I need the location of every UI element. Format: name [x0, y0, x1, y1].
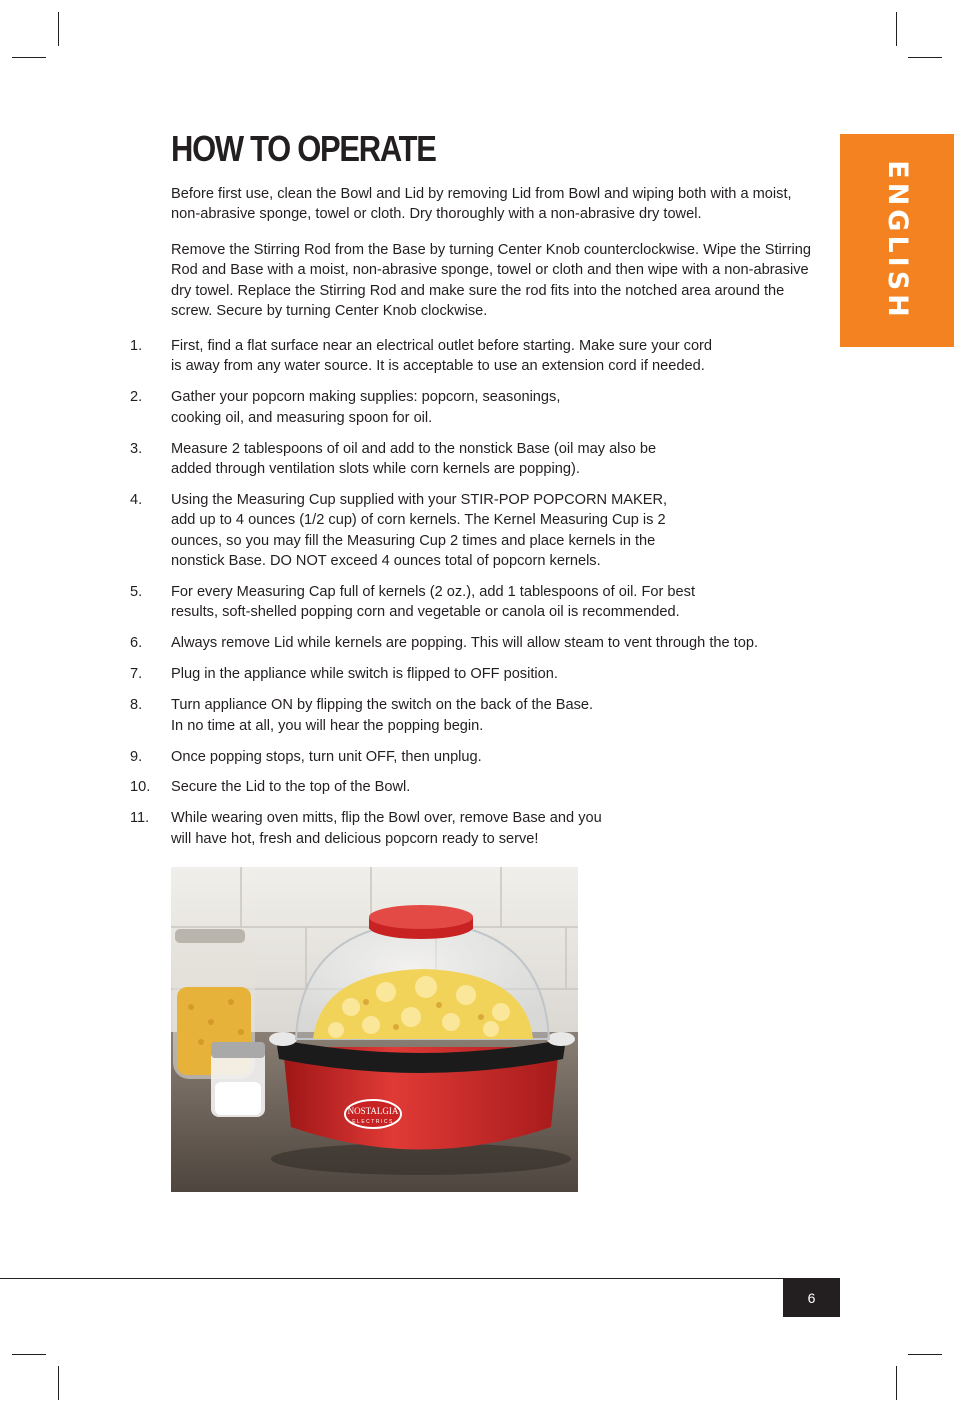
step-number: 6.	[130, 635, 143, 652]
step-item	[130, 490, 830, 572]
step-number: 3.	[130, 440, 143, 457]
step-number: 8.	[130, 697, 143, 714]
step-item	[130, 582, 830, 623]
crop-mark	[12, 1354, 46, 1355]
step-number: 10.	[130, 779, 151, 796]
step-text: Secure the Lid to the top of the Bowl.	[171, 779, 411, 796]
step-text: Plug in the appliance while switch is flipped to OFF position.	[171, 666, 558, 683]
intro-paragraph: Before first use, clean the Bowl and Lid by removing Lid from Bowl and wiping both with a moist, non-abrasive sponge, towel or cloth. Dry thoroughly with a non-abrasive dry towel.	[171, 186, 792, 223]
step-item	[130, 747, 830, 767]
step-number: 11.	[130, 810, 150, 827]
brand-logo-text: NOSTALGIA	[347, 1106, 399, 1116]
step-item	[130, 336, 830, 377]
step-item	[130, 633, 830, 653]
page-title: HOW TO OPERATE	[171, 128, 436, 169]
step-item	[130, 777, 830, 797]
step-item	[130, 387, 830, 428]
footer-rule	[0, 1278, 840, 1279]
language-tab-label: ENGLISH	[881, 160, 913, 321]
step-item	[130, 695, 830, 736]
step-number: 1.	[130, 338, 143, 354]
crop-mark	[58, 1366, 59, 1400]
crop-mark	[908, 1354, 942, 1355]
intro-section	[171, 184, 821, 336]
operating-steps	[130, 336, 830, 860]
step-item	[130, 664, 830, 684]
popcorn-maker-illustration	[171, 867, 578, 1192]
page-number: 6	[807, 1289, 816, 1306]
step-item	[130, 808, 830, 849]
step-text: Measure 2 tablespoons of oil and add to the nonstick Base (oil may also be added through ventilation slots while corn kernels are popping).	[171, 440, 657, 478]
crop-mark	[58, 12, 59, 46]
language-tab	[840, 134, 954, 347]
brand-logo-subtext: ELECTRICS	[352, 1119, 394, 1125]
product-photo	[171, 867, 578, 1192]
crop-mark	[908, 57, 942, 58]
crop-mark	[896, 12, 897, 46]
step-number: 7.	[130, 666, 143, 683]
step-text: Gather your popcorn making supplies: popcorn, seasonings, cooking oil, and measuring spoon for oil.	[171, 389, 561, 426]
intro-paragraph: Remove the Stirring Rod from the Base by turning Center Knob counterclockwise. Wipe the Stirring Rod and Base with a moist, non-abrasive sponge, towel or cloth and then wipe with a non-abrasive dry towel. Replace the Stirring Rod and make sure the rod fits into the notched area around the screw. Secure by turning Center Knob clockwise.	[171, 241, 811, 320]
step-number: 2.	[130, 389, 143, 406]
step-number: 4.	[130, 491, 143, 508]
step-text: While wearing oven mitts, flip the Bowl over, remove Base and you will have hot, fresh and delicious popcorn ready to serve!	[171, 810, 602, 847]
step-number: 5.	[130, 584, 143, 601]
step-text: Using the Measuring Cup supplied with your STIR-POP POPCORN MAKER, add up to 4 ounces (1/2 cup) of corn kernels. The Kernel Measuring Cup is 2 ounces, so you may fill the Measuring Cup 2 times and place kernels in the nonstick Base. DO NOT exceed 4 ounces total of popcorn kernels.	[171, 491, 668, 570]
step-number: 9.	[130, 748, 143, 765]
step-text: For every Measuring Cap full of kernels (2 oz.), add 1 tablespoons of oil. For best results, soft-shelled popping corn and vegetable or canola oil is recommended.	[171, 584, 696, 621]
page-number-box	[783, 1278, 840, 1317]
step-text: First, find a flat surface near an electrical outlet before starting. Make sure your cord is away from any water source. It is acceptable to use an extension cord if needed.	[171, 338, 713, 375]
step-item	[130, 439, 830, 480]
step-text: Turn appliance ON by flipping the switch on the back of the Base. In no time at all, you will hear the popping begin.	[171, 697, 594, 734]
crop-mark	[896, 1366, 897, 1400]
step-text: Always remove Lid while kernels are popping. This will allow steam to vent through the top.	[171, 635, 759, 652]
step-text: Once popping stops, turn unit OFF, then unplug.	[171, 748, 482, 765]
crop-mark	[12, 57, 46, 58]
